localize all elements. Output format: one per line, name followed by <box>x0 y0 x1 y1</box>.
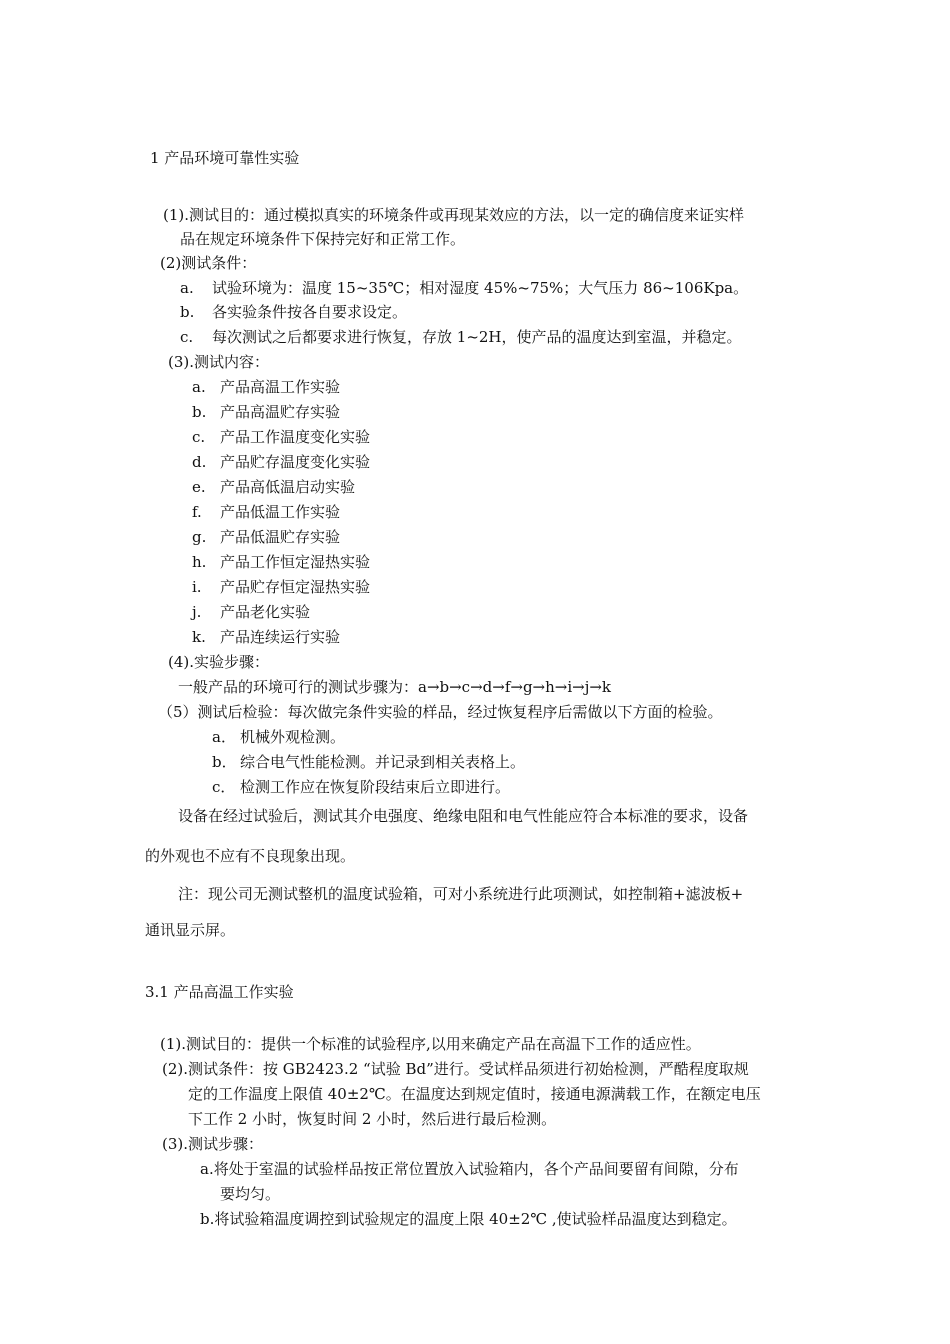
list-item: 产品低温贮存实验 <box>220 528 341 546</box>
paragraph-line-1: 设备在经过试验后，测试其介电强度、绝缘电阻和电气性能应符合本标准的要求，设备 <box>178 807 749 825</box>
list-marker: d. <box>192 453 207 471</box>
list-marker: g. <box>192 528 207 546</box>
list-marker: i. <box>192 578 202 596</box>
step-a-line-1: a.将处于室温的试验样品按正常位置放入试验箱内，各个产品间要留有间隙，分布 <box>200 1160 739 1178</box>
list-marker: c. <box>192 428 206 446</box>
section-title: 3.1 产品高温工作实验 <box>145 983 294 1001</box>
list-item: 各实验条件按各自要求设定。 <box>212 303 408 321</box>
list-item: 产品工作恒定湿热实验 <box>220 553 371 571</box>
list-item: 产品高低温启动实验 <box>220 478 356 496</box>
list-item: 产品连续运行实验 <box>220 628 341 646</box>
list-marker: b. <box>180 303 195 321</box>
conditions-heading: (2)测试条件： <box>160 254 257 272</box>
list-marker: h. <box>192 553 207 571</box>
purpose-line-2: 品在规定环境条件下保持完好和正常工作。 <box>180 230 466 248</box>
purpose-line: (1).测试目的：提供一个标准的试验程序,以用来确定产品在高温下工作的适应性。 <box>160 1035 701 1053</box>
list-marker: c． <box>212 778 236 796</box>
list-item: 检测工作应在恢复阶段结束后立即进行。 <box>240 778 511 796</box>
list-item: 机械外观检测。 <box>240 728 346 746</box>
list-item: 产品高温工作实验 <box>220 378 341 396</box>
list-marker: c. <box>180 328 194 346</box>
conditions-line-2: 定的工作温度上限值 40±2℃。在温度达到规定值时，接通电源满载工作，在额定电压 <box>188 1085 761 1103</box>
steps-heading: (4).实验步骤： <box>168 653 270 671</box>
list-item: 产品贮存温度变化实验 <box>220 453 371 471</box>
list-item: 每次测试之后都要求进行恢复，存放 1~2H，使产品的温度达到室温，并稳定。 <box>212 328 742 346</box>
note-line-1: 注：现公司无测试整机的温度试验箱，可对小系统进行此项测试，如控制箱+滤波板+ <box>178 885 744 903</box>
note-line-2: 通讯显示屏。 <box>145 921 236 939</box>
paragraph-line-2: 的外观也不应有不良现象出现。 <box>145 847 356 865</box>
list-marker: j. <box>192 603 202 621</box>
list-item: 综合电气性能检测。并记录到相关表格上。 <box>240 753 526 771</box>
list-item: 试验环境为：温度 15~35℃；相对湿度 45%~75%；大气压力 86~106Kpa。 <box>212 279 749 297</box>
list-marker: b． <box>212 753 237 771</box>
steps-heading: (3).测试步骤： <box>162 1135 264 1153</box>
list-item: 产品老化实验 <box>220 603 311 621</box>
step-b-line: b.将试验箱温度调控到试验规定的温度上限 40±2℃ ,使试验样品温度达到稳定。 <box>200 1210 737 1228</box>
purpose-line-1: (1).测试目的：通过模拟真实的环境条件或再现某效应的方法，以一定的确信度来证实样 <box>163 206 745 224</box>
list-item: 产品工作温度变化实验 <box>220 428 371 446</box>
section-title: 1 产品环境可靠性实验 <box>150 149 300 167</box>
list-marker: a. <box>192 378 206 396</box>
list-marker: a. <box>180 279 194 297</box>
list-item: 产品贮存恒定湿热实验 <box>220 578 371 596</box>
post-check-heading: （5）测试后检验：每次做完条件实验的样品，经过恢复程序后需做以下方面的检验。 <box>158 703 723 721</box>
conditions-line-3: 下工作 2 小时，恢复时间 2 小时，然后进行最后检测。 <box>188 1110 557 1128</box>
step-a-line-2: 要均匀。 <box>220 1185 281 1203</box>
list-marker: k. <box>192 628 206 646</box>
list-marker: b. <box>192 403 207 421</box>
list-marker: f. <box>192 503 202 521</box>
steps-text: 一般产品的环境可行的测试步骤为：a→b→c→d→f→g→h→i→j→k <box>178 678 612 696</box>
content-heading: (3).测试内容： <box>168 353 270 371</box>
list-marker: e. <box>192 478 206 496</box>
conditions-line-1: (2).测试条件：按 GB2423.2 “试验 Bd”进行。受试样品须进行初始检测，严酷程度取规 <box>162 1060 749 1078</box>
list-marker: a． <box>212 728 236 746</box>
list-item: 产品高温贮存实验 <box>220 403 341 421</box>
list-item: 产品低温工作实验 <box>220 503 341 521</box>
